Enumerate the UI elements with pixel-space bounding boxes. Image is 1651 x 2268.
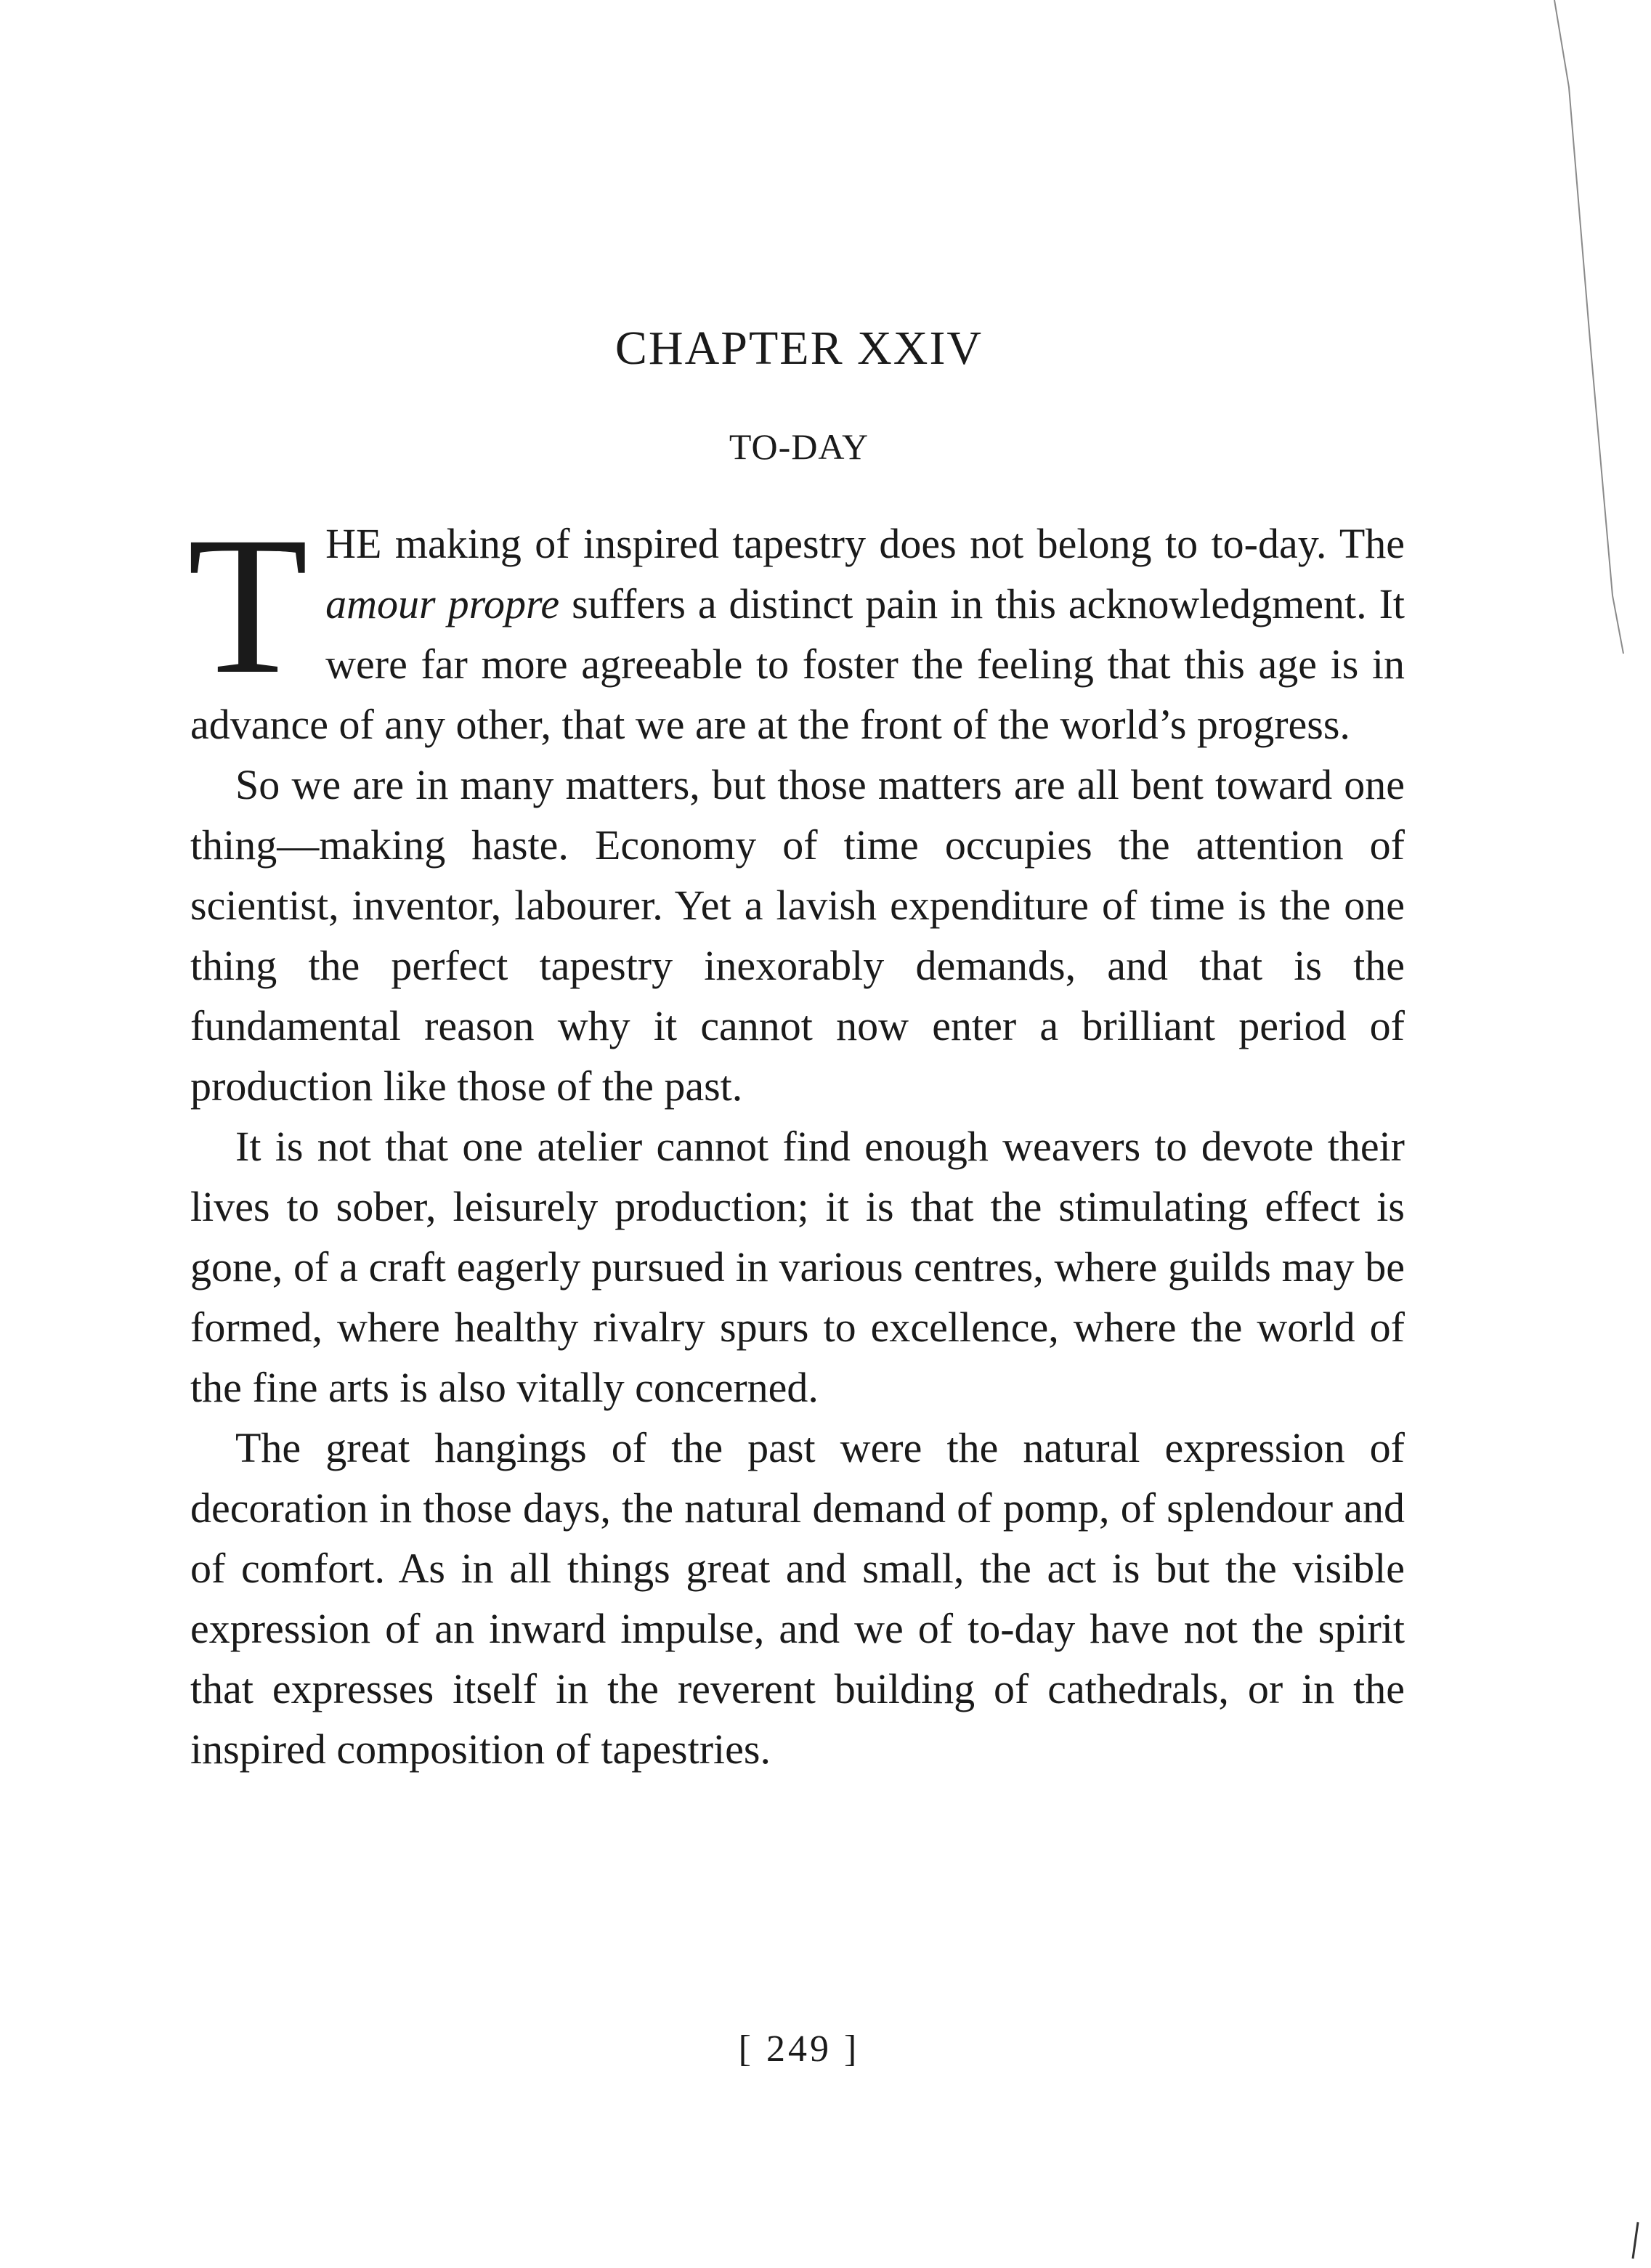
chapter-title: CHAPTER XXIV [614, 322, 983, 375]
paragraph-1-part-2: suffers a distinct pain in this acknowledgment. It were far more agreeable to foster the feeling that this age is in advance of any other, that we are at the front of the world’s progress. [190, 580, 1405, 748]
paragraph-3: It is not that one atelier cannot find enough weavers to devote their lives to sober, leisurely production; it is that the stimulating effect is gone, of a craft eagerly pursued in various centres, where guilds may be formed, where healthy rivalry spurs to excellence, where the world of the fine arts is also vitally concerned. [190, 1123, 1405, 1411]
page-number: [ 249 ] [738, 2028, 860, 2070]
body-text [187, 496, 1405, 1779]
italic-phrase: amour propre [325, 580, 560, 627]
section-title: TO-DAY [729, 426, 869, 467]
drop-cap: T [187, 496, 309, 715]
paragraph-1 [187, 496, 1405, 755]
paragraph-4: The great hangings of the past were the natural expression of decoration in those days, the natural demand of pomp, of splendour and of comfort. As in all things great and small, the act is but the visible expression of an inward impulse, and we of to-day have not the spirit that expresses itself in the reverent building of cathedrals, or in the inspired composition of tapestries. [190, 1424, 1405, 1773]
paragraph-2: So we are in many matters, but those matters are all bent toward one thing—making haste. Economy of time occupies the attention of scientist, inventor, labourer. Yet a lavish expenditure of time is the one thing the perfect tapestry inexorably demands, and that is the fundamental reason why it cannot now enter a brilliant period of production like those of the past. [190, 761, 1405, 1110]
paragraph-1-part-1: HE making of inspired tapestry does not belong to to-day. The [325, 520, 1405, 567]
